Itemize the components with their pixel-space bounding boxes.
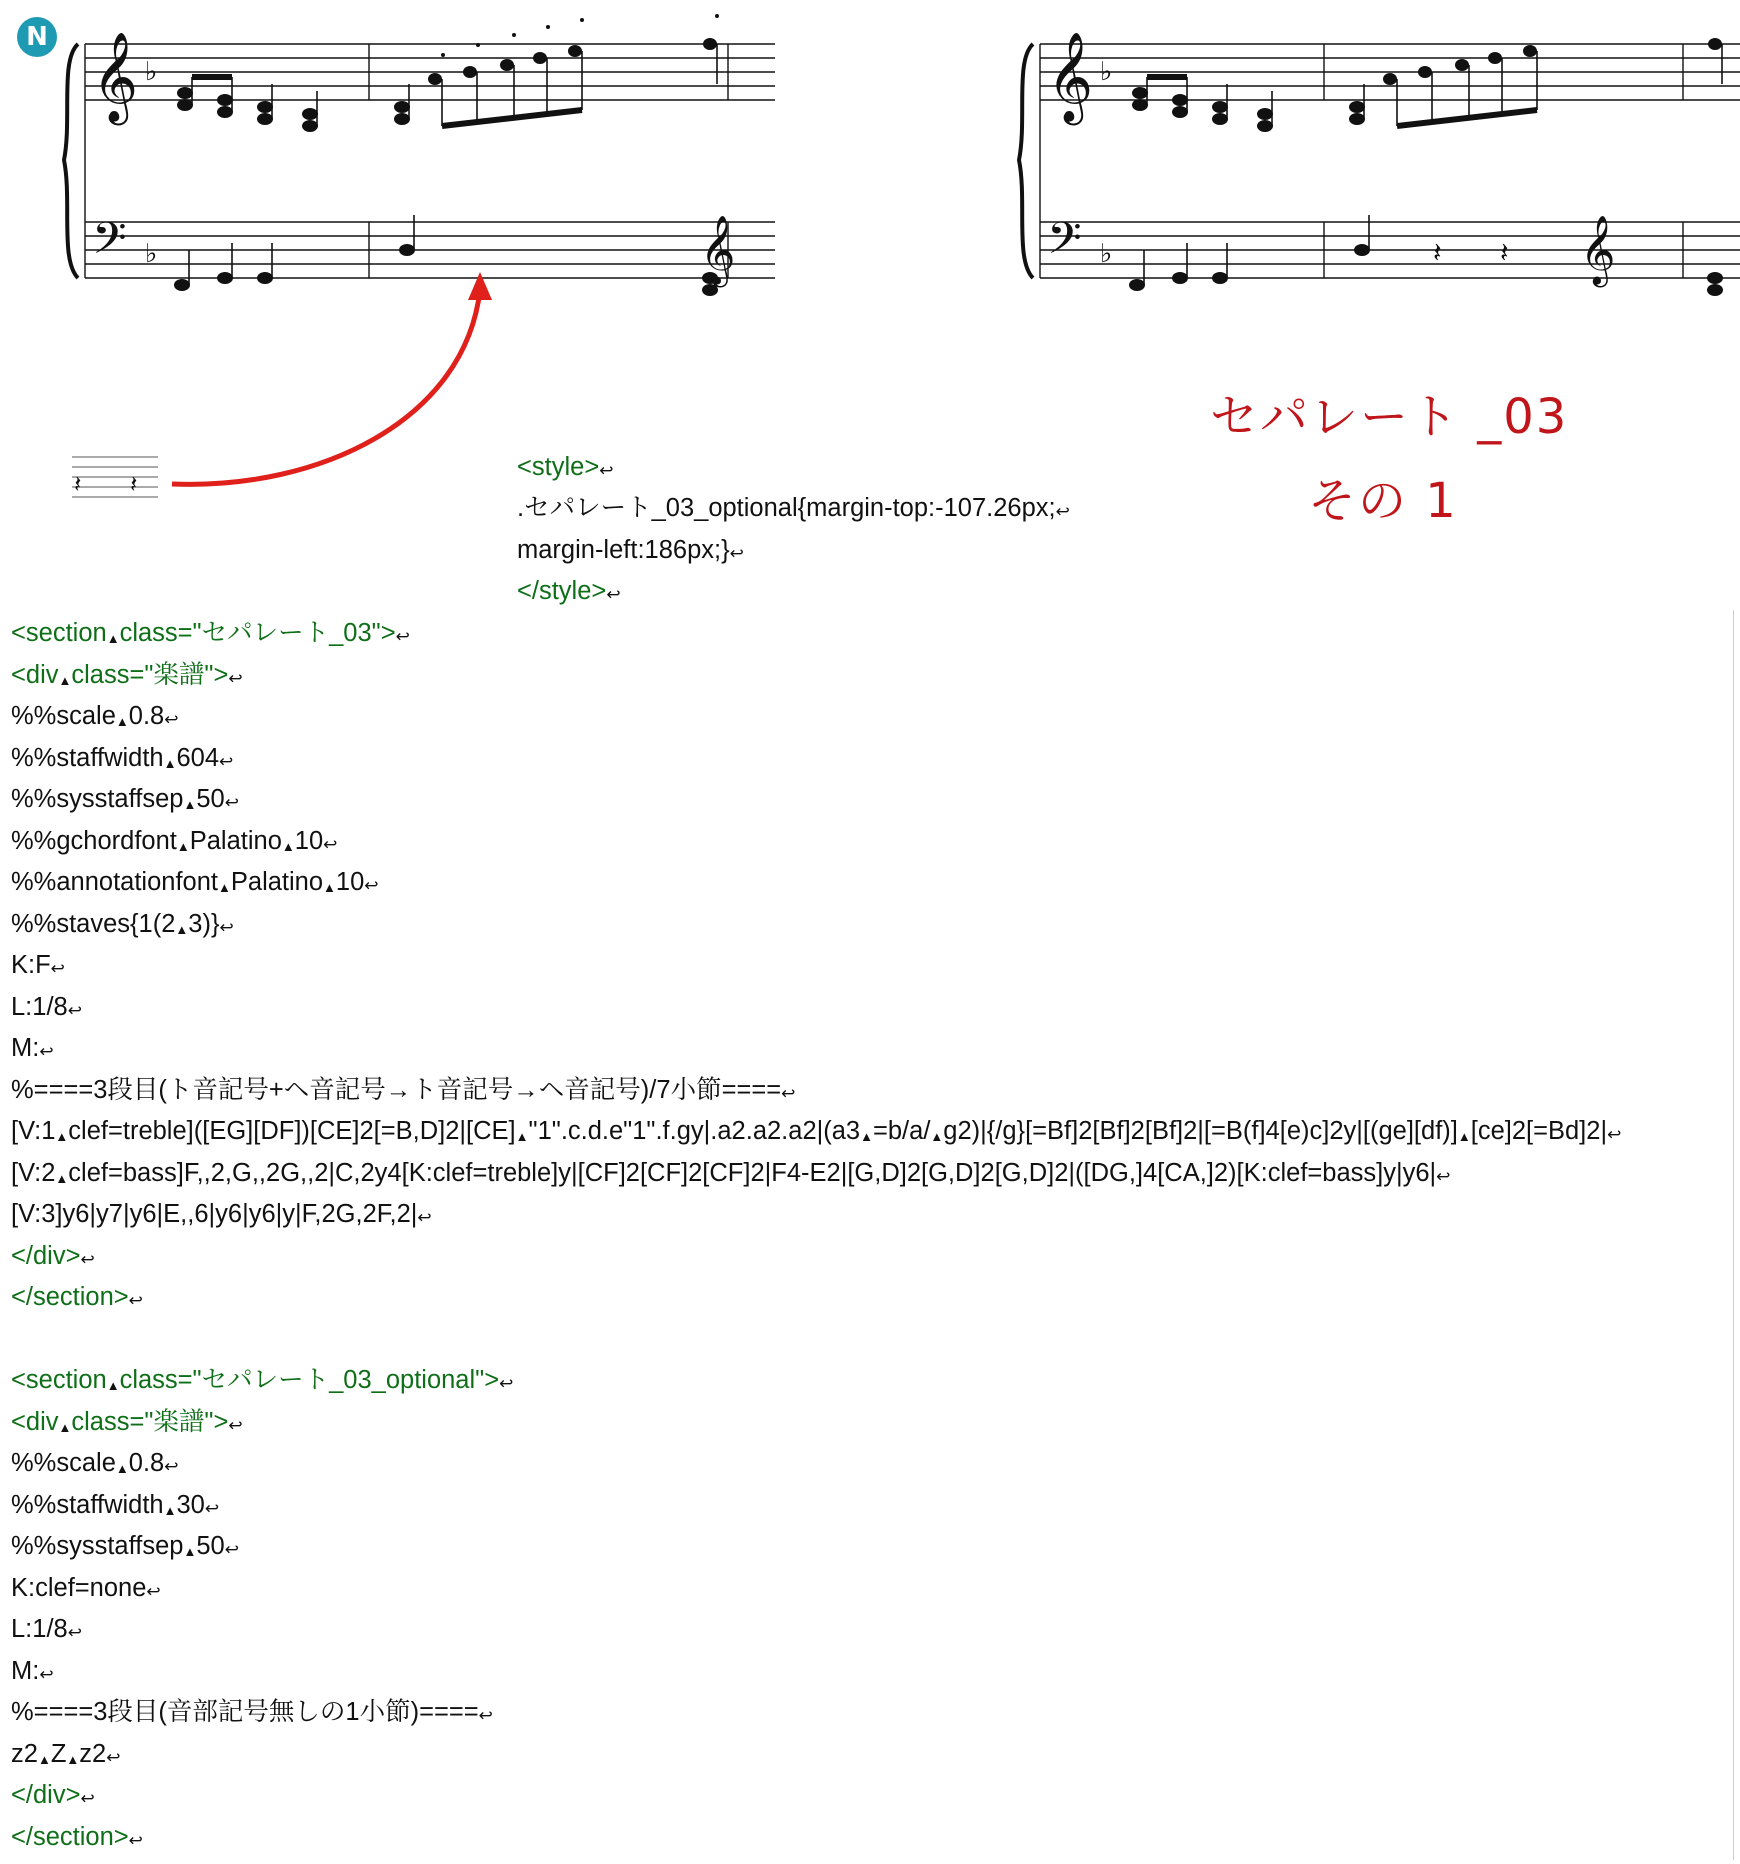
code-line: </div>↩ xyxy=(11,1781,95,1809)
code-line: <div▲class="楽譜">↩ xyxy=(11,660,243,689)
svg-text:𝄞: 𝄞 xyxy=(700,215,736,285)
code-line: %%sysstaffsep▲50↩ xyxy=(11,1532,239,1560)
svg-text:♭: ♭ xyxy=(1100,239,1113,269)
code-line: K:clef=none↩ xyxy=(11,1573,161,1602)
code-line: K:F↩ xyxy=(11,951,65,979)
code-line: z2▲Z▲z2↩ xyxy=(11,1739,121,1768)
svg-text:𝄞: 𝄞 xyxy=(92,32,139,122)
code-line: %%sysstaffsep▲50↩ xyxy=(11,785,239,813)
style-line: .セパレート_03_optional{margin-top:-107.26px;↩ xyxy=(517,494,1070,522)
style-line: <style>↩ xyxy=(517,453,614,481)
svg-text:𝄞: 𝄞 xyxy=(1047,32,1094,122)
arrow-icon xyxy=(172,290,480,484)
style-line: margin-left:186px;}↩ xyxy=(517,536,744,564)
svg-text:♭: ♭ xyxy=(145,57,158,87)
svg-text:𝄽: 𝄽 xyxy=(130,470,138,498)
score-right xyxy=(1015,0,1740,320)
editor-scrollbar[interactable] xyxy=(1733,610,1734,1860)
code-line: <section▲class="セパレート_03">↩ xyxy=(11,619,410,647)
code-line: <div▲class="楽譜">↩ xyxy=(11,1407,243,1436)
code-line: %====3段目(音部記号無しの1小節)====↩ xyxy=(11,1698,493,1726)
code-line: [V:3]y6|y7|y6|E,,6|y6|y6|y|F,2G,2F,2|↩ xyxy=(11,1200,432,1228)
app-badge-icon: N xyxy=(17,17,57,57)
code-line: <section▲class="セパレート_03_optional">↩ xyxy=(11,1366,514,1394)
code-line: %%scale▲0.8↩ xyxy=(11,702,179,730)
svg-text:𝄽: 𝄽 xyxy=(1433,236,1442,269)
code-line: L:1/8↩ xyxy=(11,1615,82,1643)
svg-text:♭: ♭ xyxy=(145,239,158,269)
svg-text:𝄽: 𝄽 xyxy=(1500,236,1509,269)
code-line: %%staffwidth▲30↩ xyxy=(11,1490,220,1519)
svg-text:𝄽: 𝄽 xyxy=(74,470,82,498)
code-line: [V:1▲clef=treble]([EG][DF])[CE]2[=B,D]2|[CE]▲"1".c.d.e"1".f.gy|.a2.a2.a2|(a3▲=b/a/▲g2)|{/g}[=Bf]2[Bf]2[Bf]2|[=B(f]4[e)c]2y|[(ge][df)]▲[ce]2[=Bd]2|↩ xyxy=(11,1117,1622,1145)
code-line: %%scale▲0.8↩ xyxy=(11,1449,179,1477)
svg-text:𝄞: 𝄞 xyxy=(1580,215,1616,285)
code-line: M:↩ xyxy=(11,1034,54,1062)
code-line: %====3段目(ト音記号+ヘ音記号→ト音記号→ヘ音記号)/7小節====↩ xyxy=(11,1075,796,1104)
code-line: %%annotationfont▲Palatino▲10↩ xyxy=(11,868,379,896)
code-line: </div>↩ xyxy=(11,1241,95,1270)
title-line1: セパレート _03 xyxy=(1210,389,1569,445)
style-line: </style>↩ xyxy=(517,577,621,605)
code-line: %%gchordfont▲Palatino▲10↩ xyxy=(11,826,338,855)
svg-text:𝄢: 𝄢 xyxy=(1047,212,1082,275)
code-line: [V:2▲clef=bass]F,,2,G,,2G,,2|C,2y4[K:clef=treble]y|[CF]2[CF]2[CF]2|F4-E2|[G,D]2[G,D]2[G,D]2|([DG,]4[CA,]2)[K:clef=bass]y|y6|↩ xyxy=(11,1158,1451,1187)
svg-text:♭: ♭ xyxy=(1100,57,1113,87)
code-line: L:1/8↩ xyxy=(11,992,82,1021)
code-line: %%staves{1(2▲3)}↩ xyxy=(11,909,234,938)
rest-snippet xyxy=(60,260,530,520)
svg-text:𝄢: 𝄢 xyxy=(92,212,127,275)
code-line: %%staffwidth▲604↩ xyxy=(11,743,234,772)
title-line2: その 1 xyxy=(1308,473,1458,529)
code-line: </section>↩ xyxy=(11,1283,143,1311)
code-line: </section>↩ xyxy=(11,1822,143,1851)
code-line: M:↩ xyxy=(11,1656,54,1685)
